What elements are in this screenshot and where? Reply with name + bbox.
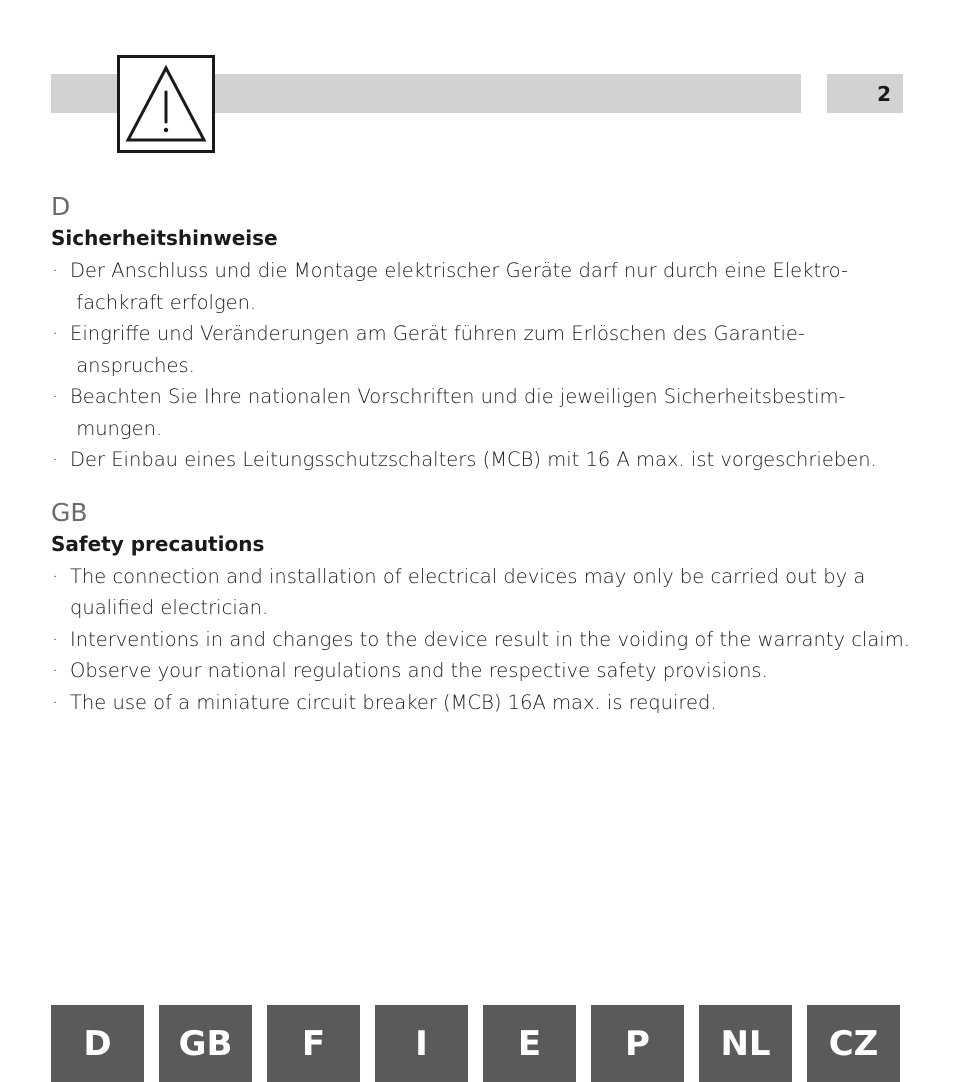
- lang-tab-i[interactable]: I: [375, 1005, 468, 1082]
- bullet-list: [51, 561, 911, 719]
- lang-tab-nl[interactable]: NL: [699, 1005, 792, 1082]
- bullet-item: · The connection and installation of electrical devices may only be carried out by a qualified electrician.: [51, 561, 911, 624]
- content: [51, 190, 911, 738]
- lang-tab-p[interactable]: P: [591, 1005, 684, 1082]
- section-d: [51, 190, 911, 476]
- language-nav: [51, 1005, 900, 1082]
- section-lang-code: D: [51, 192, 71, 221]
- warning-triangle-icon: [124, 62, 208, 146]
- bullet-item: · Beachten Sie Ihre nationalen Vorschriften und die jeweiligen Sicherheitsbestim- mungen.: [51, 381, 911, 444]
- section-gb: [51, 496, 911, 719]
- lang-tab-f[interactable]: F: [267, 1005, 360, 1082]
- bullet-item: · The use of a miniature circuit breaker (MCB) 16A max. is required.: [51, 687, 911, 719]
- bullet-item: · Der Anschluss und die Montage elektrischer Geräte darf nur durch eine Elektro- fachkraft erfolgen.: [51, 255, 911, 318]
- lang-tab-cz[interactable]: CZ: [807, 1005, 900, 1082]
- section-title: Safety precautions: [51, 531, 265, 556]
- section-lang-code: GB: [51, 497, 88, 527]
- bullet-item: · Observe your national regulations and the respective safety provisions.: [51, 655, 911, 687]
- bullet-item: · Der Einbau eines Leitungsschutzschalters (MCB) mit 16 A max. ist vorgeschrieben.: [51, 444, 911, 476]
- page-number: 2: [877, 82, 891, 106]
- lang-tab-gb[interactable]: GB: [159, 1005, 252, 1082]
- page-number-box: [827, 74, 903, 113]
- bullet-item: · Eingriffe und Veränderungen am Gerät führen zum Erlöschen des Garantie- anspruches.: [51, 318, 911, 381]
- lang-tab-d[interactable]: D: [51, 1005, 144, 1082]
- bullet-item: · Interventions in and changes to the device result in the voiding of the warranty claim.: [51, 624, 911, 656]
- section-title: Sicherheitshinweise: [51, 226, 278, 250]
- lang-tab-e[interactable]: E: [483, 1005, 576, 1082]
- bullet-list: [51, 255, 911, 476]
- warning-box: [117, 55, 215, 153]
